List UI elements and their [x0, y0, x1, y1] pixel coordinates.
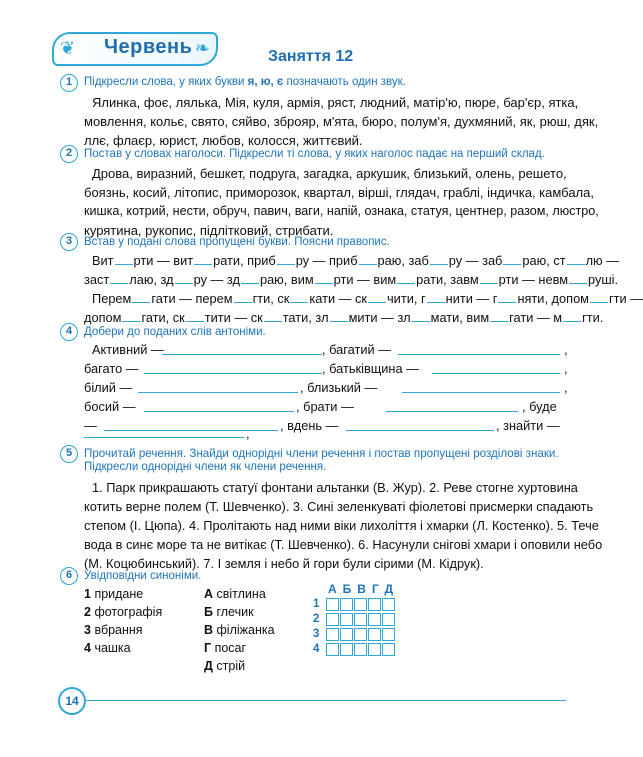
answer-grid-cell[interactable]	[340, 628, 353, 641]
task1-text-line: мовлення, кольє, свято, сяйво, зброяр, м'ята, бюро, полум'я, духмяний, як, рюш, дяк,	[84, 114, 599, 129]
answer-line[interactable]	[84, 437, 244, 438]
task3-text-line: допом гати, ск тити — ск тати, зл мити — зл мати, вим гати — м гти.	[84, 310, 604, 325]
answer-grid-row-label: 1	[313, 598, 320, 610]
antonym-word: білий —	[84, 380, 133, 395]
task5-text-line: (М. Коцюбинський). 7. І земля і небо й гори були сірими (М. Кідрук).	[84, 556, 484, 571]
task3-text-line: заст лаю, зд ру — зд раю, вим рти — вим рати, завм рти — невм руші.	[84, 272, 619, 287]
answer-line[interactable]	[138, 392, 298, 393]
answer-grid-cell[interactable]	[326, 598, 339, 611]
antonym-word: , багатий —	[322, 342, 391, 357]
answer-grid-cell[interactable]	[340, 598, 353, 611]
task2-text-line: Дрова, виразний, бешкет, подруга, загадка, аркушик, близький, олень, решето,	[92, 166, 567, 181]
task-number: 1	[60, 74, 78, 92]
comma: ,	[564, 342, 568, 357]
task2-instruction: Постав у словах наголоси. Підкресли ті слова, у яких наголос падає на перший склад.	[84, 148, 545, 160]
answer-grid-cell[interactable]	[326, 613, 339, 626]
leaf-icon: ❧	[194, 38, 210, 58]
answer-grid-row-label: 4	[313, 643, 320, 655]
answer-grid-cell[interactable]	[382, 613, 395, 626]
answer-line[interactable]	[386, 411, 518, 412]
synonym-left-item: 2 фотографія	[84, 605, 163, 619]
antonym-word: , вдень —	[280, 418, 339, 433]
answer-grid-cell[interactable]	[354, 643, 367, 656]
synonym-right-item: Д стрій	[204, 659, 246, 673]
task5-instruction: Прочитай речення. Знайди однорідні члени речення і постав пропущені розділові знаки.	[84, 447, 559, 460]
synonym-right-item: Б глечик	[204, 605, 254, 619]
answer-line[interactable]	[432, 373, 560, 374]
task-number: 2	[60, 145, 78, 163]
synonym-right-item: Г посаг	[204, 641, 247, 655]
answer-grid-cell[interactable]	[326, 643, 339, 656]
task-number: 5	[60, 445, 78, 463]
answer-grid-cell[interactable]	[368, 598, 381, 611]
task-number: 4	[60, 323, 78, 341]
synonym-left-item: 4 чашка	[84, 641, 131, 655]
synonym-left-item: 3 вбрання	[84, 623, 143, 637]
answer-grid-cell[interactable]	[368, 628, 381, 641]
comma: ,	[246, 426, 250, 441]
answer-grid-header: АБВГД	[328, 582, 400, 596]
answer-grid-cell[interactable]	[382, 598, 395, 611]
antonym-word: багато —	[84, 361, 139, 376]
task4-instruction: Добери до поданих слів антоніми.	[84, 326, 266, 338]
antonym-word: Активний —	[92, 342, 164, 357]
task1-instruction: Підкресли слова, у яких букви я, ю, є позначають один звук.	[84, 76, 406, 88]
antonym-word: , буде	[522, 399, 557, 414]
task1-text-line: ллє, флаєр, юрист, любов, колосся, життєвий.	[84, 133, 363, 148]
task5-text-line: 1. Парк прикрашають статуї фонтани альтанки (В. Жур). 2. Реве стогне хуртовина	[92, 480, 578, 495]
answer-grid-row-label: 3	[313, 628, 320, 640]
answer-grid-cell[interactable]	[340, 643, 353, 656]
antonym-word: , близький —	[300, 380, 378, 395]
task1-text-line: Ялинка, фоє, лялька, Мія, куля, армія, ряст, людний, матір'ю, пюре, бар'єр, ятка,	[92, 95, 579, 110]
answer-grid-row-label: 2	[313, 613, 320, 625]
answer-grid-cell[interactable]	[382, 643, 395, 656]
answer-grid-cell[interactable]	[326, 628, 339, 641]
synonym-left-item: 1 придане	[84, 587, 144, 601]
answer-line[interactable]	[402, 392, 560, 393]
answer-line[interactable]	[398, 354, 560, 355]
antonym-word: , брати —	[296, 399, 354, 414]
answer-grid-cell[interactable]	[340, 613, 353, 626]
antonym-word: , знайти —	[496, 418, 560, 433]
lesson-title: Заняття 12	[268, 48, 354, 65]
synonym-right-item: В філіжанка	[204, 623, 275, 637]
synonym-right-item: А світлина	[204, 587, 266, 601]
task5-text-line: степом (І. Цюпа). 4. Пролітають над ними віки лихоліття і хмарки (Л. Костенко). 5. Тече	[84, 518, 599, 533]
antonym-word: —	[84, 418, 97, 433]
task-number: 6	[60, 567, 78, 585]
answer-line[interactable]	[144, 373, 322, 374]
answer-line[interactable]	[346, 430, 494, 431]
leaf-icon: ❦	[60, 38, 76, 58]
answer-line[interactable]	[144, 411, 294, 412]
page-number: 14	[58, 687, 86, 715]
answer-grid-cell[interactable]	[382, 628, 395, 641]
answer-grid-cell[interactable]	[354, 628, 367, 641]
comma: ,	[564, 361, 568, 376]
task-number: 3	[60, 233, 78, 251]
task2-text-line: кишка, котрий, нести, обруч, павич, ваги, напій, ознака, статуя, центнер, разом, люстро,	[84, 204, 599, 218]
month-title: Червень	[104, 36, 193, 58]
answer-grid-cell[interactable]	[368, 613, 381, 626]
antonym-word: , батьківщина —	[322, 361, 419, 376]
comma: ,	[564, 380, 568, 395]
task5-text-line: вода в синє море та не витікає (Т. Шевченко). 6. Насунули снігові хмари і оповили небо	[84, 537, 603, 552]
task5-text-line: котить верне полем (Т. Шевченко). 3. Сині зеленкуваті фіолетові присмерки спадають	[84, 499, 594, 514]
answer-grid-cell[interactable]	[354, 598, 367, 611]
task2-text-line: боязнь, косий, літопис, приморозок, квартал, вірші, глядач, граблі, індичка, камбала,	[84, 185, 594, 200]
task6-instruction: Увідповідни синоніми.	[84, 570, 202, 582]
antonym-word: босий —	[84, 399, 136, 414]
answer-grid-cell[interactable]	[354, 613, 367, 626]
answer-grid-cell[interactable]	[368, 643, 381, 656]
task3-instruction: Встав у подані слова пропущені букви. Поясни правопис.	[84, 236, 390, 248]
answer-line[interactable]	[104, 430, 278, 431]
task3-text-line: Вит рти — вит рати, приб ру — приб раю, заб ру — заб раю, ст лю —	[92, 253, 620, 268]
task2-text-line: курятина, рукопис, підлітковий, стрибати.	[84, 223, 334, 238]
task5-instruction: Підкресли однорідні члени як члени речення.	[84, 461, 327, 473]
footer-rule	[86, 700, 566, 701]
answer-line[interactable]	[162, 354, 322, 355]
task3-text-line: Перем гати — перем гти, ск кати — ск чити, г нити — г няти, допом гти —	[92, 291, 643, 306]
